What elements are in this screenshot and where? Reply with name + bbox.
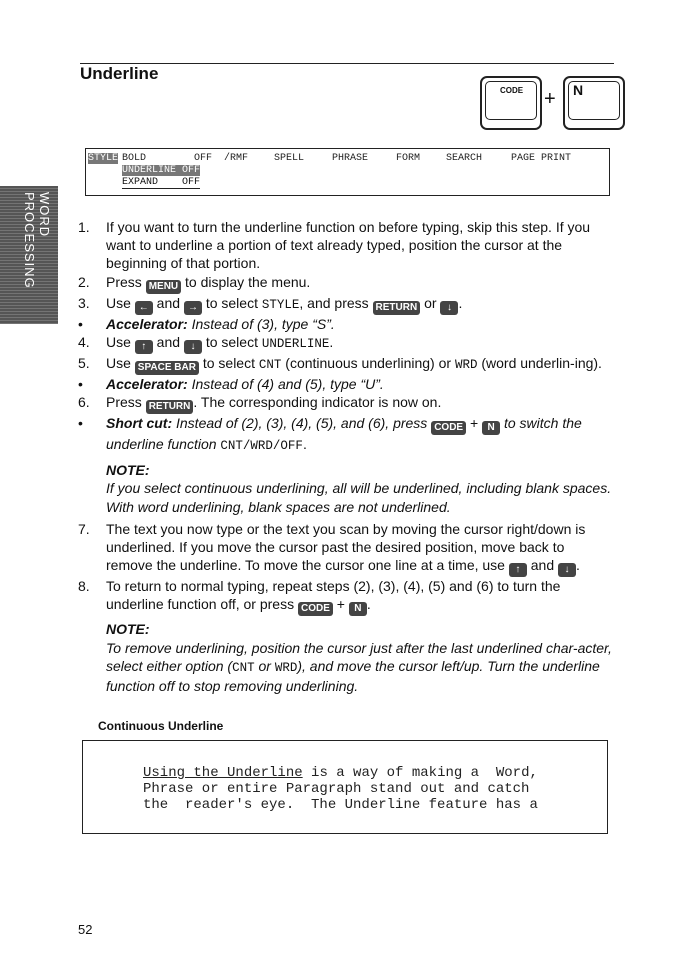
return-key-icon: RETURN <box>373 301 421 315</box>
accelerator-2: • Accelerator: Instead of (4) and (5), type “U”. <box>78 375 384 392</box>
example-text: Using the Underline is a way of making a Word, Phrase or entire Paragraph stand out and catch the reader's eye. The Underline feature has a <box>143 765 538 813</box>
menu-display <box>85 148 610 196</box>
return-key-icon: RETURN <box>146 400 194 414</box>
accelerator-1: • Accelerator: Instead of (3), type “S”. <box>78 315 335 332</box>
up-arrow-key-icon: ↑ <box>135 340 153 354</box>
down-arrow-key-icon: ↓ <box>558 563 576 577</box>
up-arrow-key-icon: ↑ <box>509 563 527 577</box>
down-arrow-key-icon: ↓ <box>440 301 458 315</box>
page-title: Underline <box>80 64 159 83</box>
menu-item-bold: BOLD <box>122 153 147 164</box>
code-key-icon <box>480 76 542 130</box>
left-arrow-key-icon: ← <box>135 301 153 315</box>
menu-key-icon: MENU <box>146 280 181 294</box>
menu-item-phrase: PHRASE <box>332 153 369 164</box>
code-key-icon: CODE <box>298 602 333 616</box>
section-title: Continuous Underline <box>98 719 224 733</box>
n-key-icon: N <box>482 421 500 435</box>
n-key-icon <box>563 76 625 130</box>
page-number: 52 <box>78 922 93 937</box>
code-key-label: CODE <box>500 86 524 95</box>
menu-item-bold-status: OFF <box>194 153 213 164</box>
menu-item-form: FORM <box>396 153 421 164</box>
instruction-list <box>78 218 614 695</box>
step-1: 1. If you want to turn the underline function on before typing, skip this step. If you want to underline a portion of text already typed, position the cursor at the beginning of that portion. <box>78 219 591 272</box>
down-arrow-key-icon: ↓ <box>184 340 202 354</box>
step-3: 3. Use ← and → to select STYLE, and press RETURN or ↓ . <box>78 294 463 313</box>
menu-item-spell: SPELL <box>274 153 305 164</box>
step-7: 7. The text you now type or the text you scan by moving the cursor right/down is underlined. If you move the cursor past the desired position, move back to remove the underline. To move the cursor one line at a time, use ↑ and ↓ . <box>78 520 586 576</box>
n-key-icon: N <box>349 602 367 616</box>
right-arrow-key-icon: → <box>184 301 202 315</box>
step-6: 6. Press RETURN . The corresponding indicator is now on. <box>78 394 442 413</box>
menu-item-style: STYLE <box>88 153 119 164</box>
plus-sign: + <box>544 88 556 110</box>
side-tab <box>0 186 58 324</box>
step-8: 8. To return to normal typing, repeat steps (2), (3), (4), (5) and (6) to turn the underline function off, or press CODE + N . <box>78 578 561 615</box>
title-rule <box>80 63 614 64</box>
note-2: NOTE: To remove underlining, position the cursor just after the last underlined char-acter, select either option (CNT or WRD), and move the cursor left/up. Turn the underline function off to stop removing underlining. <box>106 621 612 695</box>
example-box <box>82 740 608 834</box>
step-2: 2. Press MENU to display the menu. <box>78 273 311 292</box>
submenu-underline: UNDERLINE OFF <box>122 165 201 176</box>
code-key-icon: CODE <box>431 421 466 435</box>
submenu-expand: EXPAND OFF <box>122 177 201 188</box>
menu-item-search: SEARCH <box>446 153 483 164</box>
note-1: NOTE: If you select continuous underlining, all will be underlined, including blank spaces. With word underlining, blank spaces are not underlined. <box>106 462 612 515</box>
n-key-label: N <box>573 82 584 98</box>
shortcut: • Short cut: Instead of (2), (3), (4), (5), and (6), press CODE + N to switch the underline function CNT/WRD/OFF. <box>78 415 582 454</box>
step-4: 4. Use ↑ and ↓ to select UNDERLINE. <box>78 333 334 352</box>
side-tab-label: WORD PROCESSING <box>22 192 52 289</box>
menu-item-rmf: /RMF <box>224 153 249 164</box>
space-bar-key-icon: SPACE BAR <box>135 361 199 375</box>
step-5: 5. Use SPACE BAR to select CNT (continuous underlining) or WRD (word underlin-ing). <box>78 354 602 373</box>
menu-item-page-print: PAGE PRINT <box>511 153 572 164</box>
